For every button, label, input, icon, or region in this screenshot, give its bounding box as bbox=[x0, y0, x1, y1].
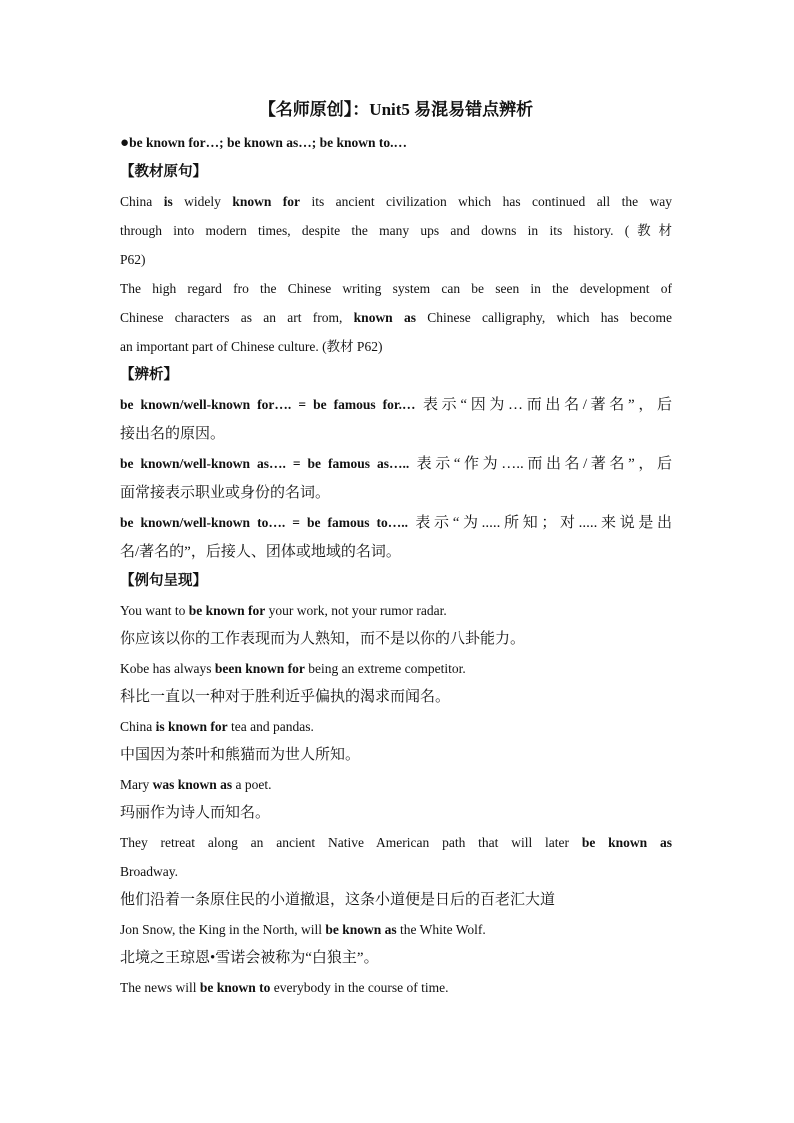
bold-phrase: been known for bbox=[214, 661, 305, 676]
translation: 中国因为茶叶和熊猫而为世人所知。 bbox=[120, 747, 361, 763]
text-line: Broadway. bbox=[120, 864, 178, 879]
text-span: Jon Snow, the King in the North, will bbox=[120, 922, 326, 937]
example-7 bbox=[120, 973, 672, 1002]
bullet-icon: ● bbox=[120, 135, 130, 151]
text-line: 接出名的原因。 bbox=[120, 426, 226, 442]
text-span: China bbox=[120, 719, 156, 734]
bold-phrase: be known as bbox=[325, 922, 397, 937]
text-span: 表示“因为…而出名/著名”，后 bbox=[415, 397, 673, 413]
text-span: Kobe has always bbox=[120, 661, 215, 676]
text-line: 名/著名的”，后接人、团体或地域的名词。 bbox=[120, 544, 401, 560]
analysis-item-for bbox=[120, 390, 672, 449]
text-span: being an extreme competitor. bbox=[304, 661, 466, 676]
bold-phrase: is known for bbox=[155, 719, 228, 734]
text-span: Mary bbox=[120, 777, 153, 792]
translation: 玛丽作为诗人而知名。 bbox=[120, 805, 271, 821]
bold-phrase: be known to bbox=[199, 980, 271, 995]
translation: 北境之王琼恩•雪诺会被称为“白狼主”。 bbox=[120, 950, 379, 966]
page-title: 【名师原创】：Unit5 易混易错点辨析 bbox=[258, 100, 534, 119]
text-span: The news will bbox=[120, 980, 200, 995]
section-heading-analysis: 【辨析】 bbox=[120, 367, 178, 383]
example-2 bbox=[120, 654, 672, 712]
analysis-item-to bbox=[120, 508, 672, 567]
analysis-item-as bbox=[120, 449, 672, 508]
intro-text: be known for…; be known as…; be known to.… bbox=[129, 135, 407, 150]
bold-phrase: be known/well-known as…. = be famous as….. bbox=[120, 456, 410, 471]
text-span: They retreat along an ancient Native American path that will later bbox=[120, 835, 582, 850]
example-6 bbox=[120, 915, 672, 973]
translation: 他们沿着一条原住民的小道撤退，这条小道便是日后的百老汇大道 bbox=[120, 892, 556, 908]
text-line: an important part of Chinese culture. (教材 P62) bbox=[120, 339, 383, 354]
text-span: China bbox=[120, 194, 164, 209]
text-span: its ancient civilization which has continued all the way bbox=[300, 194, 673, 209]
bold-phrase: known for bbox=[232, 194, 301, 209]
text-span: 表示“为.....所知；对.....来说是出 bbox=[408, 515, 672, 531]
translation: 科比一直以一种对于胜利近乎偏执的渴求而闻名。 bbox=[120, 689, 451, 705]
text-span: You want to bbox=[120, 603, 189, 618]
text-span: tea and pandas. bbox=[227, 719, 314, 734]
textbook-sentence-2 bbox=[120, 274, 672, 361]
bold-phrase: known as bbox=[353, 310, 416, 325]
section-heading-textbook: 【教材原句】 bbox=[120, 164, 207, 180]
text-line: The high regard fro the Chinese writing system can be seen in the development of bbox=[120, 281, 672, 296]
example-1 bbox=[120, 596, 672, 654]
bold-phrase: is bbox=[163, 194, 173, 209]
text-span: 表示“作为…..而出名/著名”，后 bbox=[409, 456, 672, 472]
intro-line bbox=[120, 128, 672, 158]
document-body bbox=[120, 96, 672, 1002]
text-span: your work, not your rumor radar. bbox=[265, 603, 447, 618]
bold-phrase: was known as bbox=[152, 777, 233, 792]
example-5 bbox=[120, 828, 672, 915]
example-4 bbox=[120, 770, 672, 828]
bold-phrase: be known/well-known to…. = be famous to….. bbox=[120, 515, 408, 530]
text-span: Chinese calligraphy, which has become bbox=[415, 310, 672, 325]
translation: 你应该以你的工作表现而为人熟知，而不是以你的八卦能力。 bbox=[120, 631, 526, 647]
section-heading-examples: 【例句呈现】 bbox=[120, 573, 207, 589]
bold-phrase: be known/well-known for…. = be famous for.… bbox=[120, 397, 416, 412]
bold-phrase: be known as bbox=[581, 835, 672, 850]
text-line: P62) bbox=[120, 252, 146, 267]
text-span: everybody in the course of time. bbox=[270, 980, 449, 995]
text-span: the White Wolf. bbox=[396, 922, 486, 937]
textbook-sentence-1 bbox=[120, 187, 672, 274]
text-line: through into modern times, despite the many ups and downs in its history. (教材 bbox=[120, 223, 672, 238]
text-line: 面常接表示职业或身份的名词。 bbox=[120, 485, 331, 501]
bold-phrase: be known for bbox=[188, 603, 266, 618]
example-3 bbox=[120, 712, 672, 770]
text-span: Chinese characters as an art from, bbox=[120, 310, 354, 325]
text-span: widely bbox=[172, 194, 233, 209]
text-span: a poet. bbox=[232, 777, 272, 792]
